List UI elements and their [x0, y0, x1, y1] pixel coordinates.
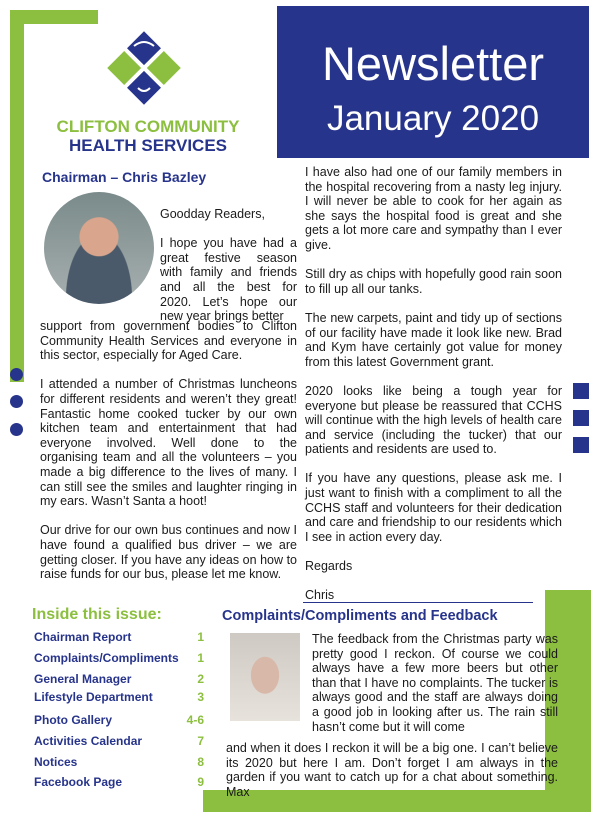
newsletter-date: January 2020	[326, 99, 540, 138]
newsletter-title: Newsletter	[321, 37, 544, 90]
feedback-heading: Complaints/Compliments and Feedback	[222, 608, 498, 624]
chairman-r2: Still dry as chips with hopefully good rain soon to fill up all our tanks.	[305, 267, 562, 296]
org-name-line1: CLIFTON COMMUNITY	[56, 117, 240, 136]
decor-dot	[10, 423, 23, 436]
chairman-col1	[40, 319, 297, 582]
toc-item-label: Photo Gallery	[34, 713, 113, 727]
toc-item[interactable]	[34, 734, 204, 748]
toc-item-label: Chairman Report	[34, 630, 132, 644]
chairman-signature: Chris	[305, 588, 335, 603]
toc-item-page: 9	[197, 775, 204, 789]
chairman-regards: Regards	[305, 559, 353, 574]
chairman-photo	[44, 192, 154, 304]
decor-square	[573, 383, 589, 399]
toc-item-label: Activities Calendar	[34, 734, 143, 748]
toc-item-page: 3	[197, 690, 204, 704]
chairman-r4: 2020 looks like being a tough year for everyone but please be reassured that CCHS will continue with the high levels of health care and service (including the tucker) that our patients and residents are used to.	[305, 383, 562, 457]
toc-item[interactable]	[34, 690, 204, 704]
toc-item-label: General Manager	[34, 672, 132, 686]
decor-dot	[10, 395, 23, 408]
toc-item-page: 1	[197, 630, 204, 644]
toc-item-page: 1	[197, 651, 204, 665]
divider	[303, 602, 533, 603]
org-name-line2: HEALTH SERVICES	[68, 136, 228, 155]
green-frame-left	[10, 10, 24, 382]
chairman-para1a: I hope you have had a great festive season with family and friends and all the best for 2020. Let’s hope our new year brings better	[160, 236, 297, 324]
feedback-text-full: and when it does I reckon it will be a big one. I can’t believe its 2020 but here I am. Don’t forget I am always in the garden if you want to catch up for a chat about something. Max	[226, 741, 558, 799]
toc-item-page: 2	[197, 672, 204, 686]
toc-item[interactable]	[34, 630, 204, 644]
toc-item[interactable]	[34, 651, 204, 665]
toc-heading: Inside this issue:	[32, 606, 162, 623]
feedback-full	[226, 741, 558, 799]
resident-photo	[230, 633, 300, 721]
decor-square	[573, 437, 589, 453]
toc-item[interactable]	[34, 775, 204, 789]
toc-item-label: Lifestyle Department	[34, 690, 153, 704]
chairman-para1b: support from government bodies to Clifton Community Health Services and everyone in this sector, especially for Aged Care.	[40, 319, 297, 363]
toc-item-label: Facebook Page	[34, 775, 123, 789]
decor-dot	[10, 368, 23, 381]
chairman-para2: I attended a number of Christmas luncheons for different residents and weren’t they great! Fantastic home cooked tucker by our own kitchen team and entertainment that had everyone involved. Well done to the organising team and all the volunteers – you made a big difference to the lives of many. I can still see the smiles and laughter ringing in my ears. Wasn’t Santa a hoot!	[40, 377, 297, 509]
feedback-wrap	[312, 632, 558, 734]
title-banner	[277, 6, 589, 158]
chairman-col2	[305, 165, 562, 603]
toc-item-page: 7	[197, 734, 204, 748]
chairman-greeting: Goodday Readers,	[160, 207, 265, 221]
chairman-r1: I have also had one of our family members in the hospital recovering from a nasty leg injury. I will never be able to cook for her again as she says the hospital food is great and she gets a lot more care and sympathy than I ever give.	[305, 165, 562, 252]
toc-item-page: 8	[197, 755, 204, 769]
chairman-r5: If you have any questions, please ask me. I just want to finish with a compliment to all the CCHS staff and volunteers for their dedication and care and friendship to our residents which I see in action every day.	[305, 471, 562, 544]
logo-icon	[98, 26, 190, 110]
toc-item[interactable]	[34, 713, 204, 727]
toc-item-label: Complaints/Compliments	[34, 651, 179, 665]
decor-square	[573, 410, 589, 426]
toc-item-page: 4-6	[186, 713, 204, 727]
toc-item-label: Notices	[34, 755, 78, 769]
chairman-para3: Our drive for our own bus continues and now I have found a qualified bus driver – we are getting closer. If you have any ideas on how to raise funds for our bus, please let me know.	[40, 523, 297, 582]
chairman-r3: The new carpets, paint and tidy up of sections of our facility have made it look like new. Brad and Kym have certainly got value for money from this latest Government grant.	[305, 310, 562, 369]
org-name	[28, 117, 268, 155]
toc-item[interactable]	[34, 672, 204, 686]
feedback-text-wrap: The feedback from the Christmas party was pretty good I reckon. Of course we could always have a few more beers but other than that I have no complaints. The tucker is always good and the staff are always doing a good job in looking after us. The rain still hasn’t come but it will come	[312, 632, 558, 734]
chairman-heading: Chairman – Chris Bazley	[42, 169, 207, 185]
chairman-greeting-wrap	[160, 207, 297, 324]
toc-item[interactable]	[34, 755, 204, 769]
